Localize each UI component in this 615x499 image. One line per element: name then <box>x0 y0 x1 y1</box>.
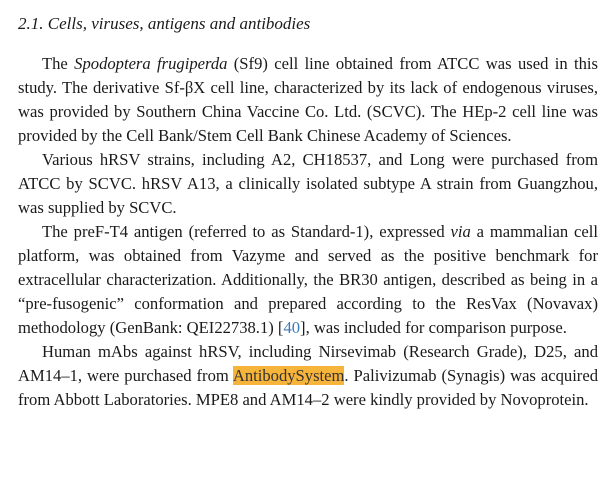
paragraph-cells <box>18 52 598 148</box>
text-run: a mammalian cell platform, was obtained from Vazyme and served as the positive benchmark for extracellular characterization. Additionally, the BR30 antigen, described as being in a “pre-fusogenic” conformation and prepared according to the ResVax (Novavax) methodology (GenBank: QEI22738.1) [ <box>18 222 598 337</box>
paragraph-antigens <box>18 220 598 340</box>
paragraph-viruses <box>18 148 598 220</box>
paper-page <box>18 12 598 412</box>
paragraph-antibodies <box>18 340 598 412</box>
text-run: (Sf9) cell line obtained from ATCC was used in this study. The derivative Sf-βX cell line, characterized by its lack of endogenous viruses, was provided by Southern China Vaccine Co. Ltd. (SCVC). The HEp-2 cell line was provided by the Cell Bank/Stem Cell Bank Chinese Academy of Sciences. <box>18 54 599 145</box>
text-run: Various hRSV strains, including A2, CH18537, and Long were purchased from ATCC by SCVC. hRSV A13, a clinically isolated subtype A strain from Guangzhou, was supplied by SCVC. <box>18 150 598 217</box>
species-name: Spodoptera frugiperda <box>74 54 228 73</box>
text-run: The <box>42 54 75 73</box>
italic-word: via <box>450 222 471 241</box>
reference-link[interactable]: 40 <box>283 318 301 337</box>
highlighted-text[interactable]: AntibodySystem <box>232 366 345 385</box>
text-run: Human mAbs against hRSV, including Nirsevimab (Research Grade), D25, and AM14–1, were purchased from <box>18 342 598 385</box>
section-heading: 2.1. Cells, viruses, antigens and antibodies <box>18 14 311 33</box>
text-run: . Palivizumab (Synagis) was acquired from Abbott Laboratories. MPE8 and AM14–2 were kindly provided by Novoprotein. <box>18 366 598 409</box>
text-run: The preF-T4 antigen (referred to as Standard-1), expressed <box>42 222 451 241</box>
text-run: ], was included for comparison purpose. <box>300 318 567 337</box>
